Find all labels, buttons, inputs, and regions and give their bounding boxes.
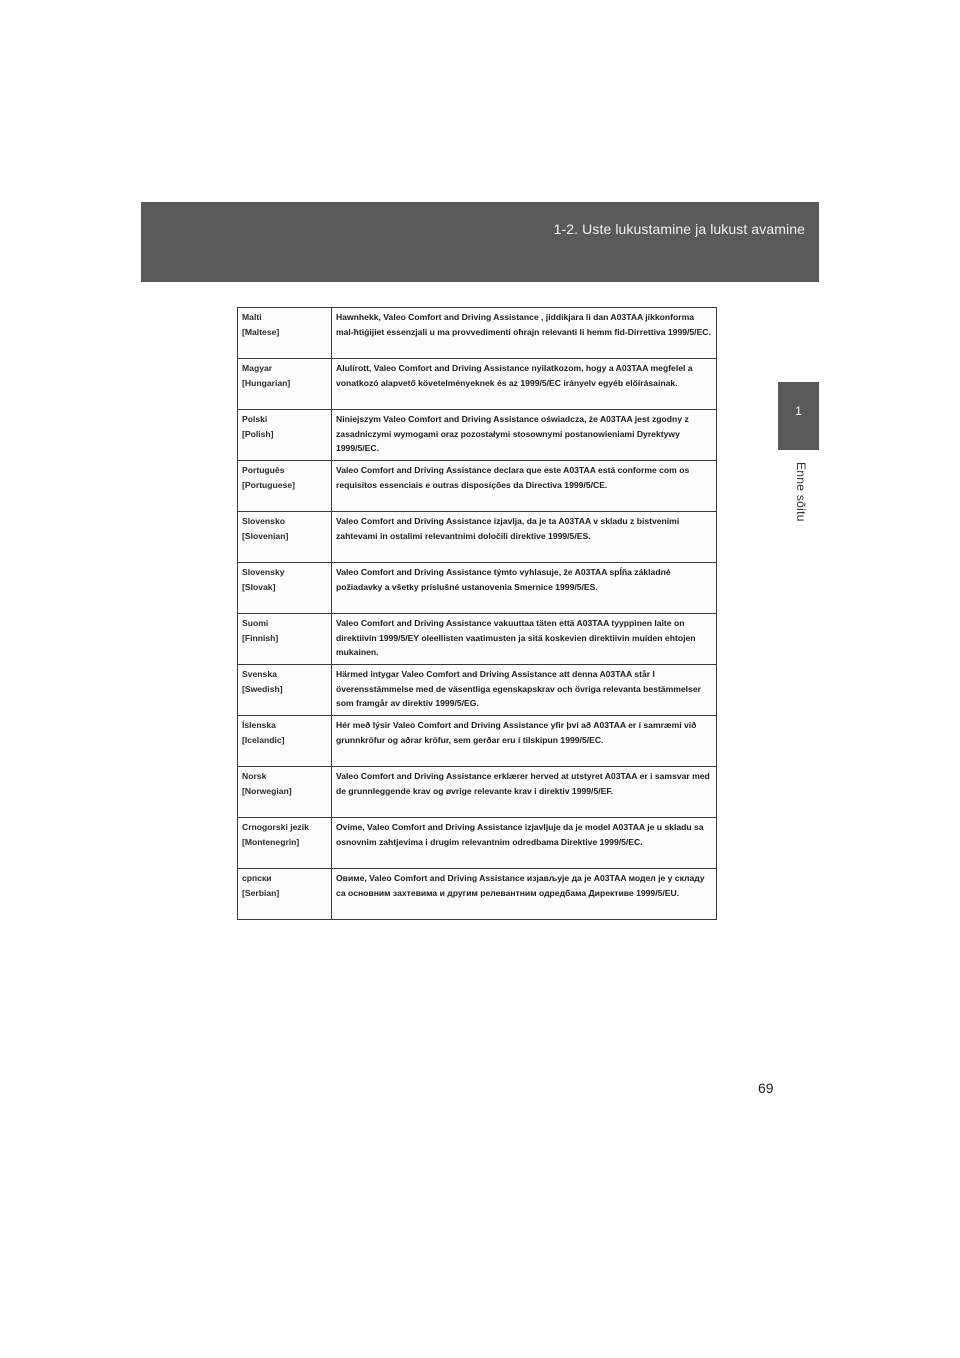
language-name: српски xyxy=(242,873,272,883)
language-name: Português xyxy=(242,465,285,475)
language-cell xyxy=(238,716,332,767)
language-name: Slovensky xyxy=(242,567,285,577)
declaration-row xyxy=(238,869,717,920)
language-name: Slovensko xyxy=(242,516,285,526)
declaration-row xyxy=(238,665,717,716)
chapter-label: Enne sõitu xyxy=(794,462,808,522)
declaration-text: Valeo Comfort and Driving Assistance erklærer herved at utstyret A03TAA er i samsvar med de grunnleggende krav og øvrige relevante krav i direktiv 1999/5/EF. xyxy=(332,767,717,818)
language-english-name: [Polish] xyxy=(242,428,274,439)
language-cell xyxy=(238,869,332,920)
declaration-row xyxy=(238,767,717,818)
declaration-text: Ovime, Valeo Comfort and Driving Assistance izjavljuje da je model A03TAA je u skladu sa osnovnim zahtjevima i drugim relevantnim odredbama Direktive 1999/5/EC. xyxy=(332,818,717,869)
language-english-name: [Serbian] xyxy=(242,887,280,898)
language-cell xyxy=(238,410,332,461)
language-name: Íslenska xyxy=(242,720,276,730)
declaration-row xyxy=(238,461,717,512)
language-name: Magyar xyxy=(242,363,273,373)
chapter-tab xyxy=(778,382,819,450)
declaration-text: Niniejszym Valeo Comfort and Driving Assistance oświadcza, że A03TAA jest zgodny z zasadniczymi wymogami oraz pozostałymi stosownymi postanowieniami Dyrektywy 1999/5/EC. xyxy=(332,410,717,461)
language-english-name: [Icelandic] xyxy=(242,734,285,745)
language-name: Svenska xyxy=(242,669,277,679)
declaration-row xyxy=(238,410,717,461)
section-title: 1-2. Uste lukustamine ja lukust avamine xyxy=(553,221,805,237)
language-english-name: [Montenegrin] xyxy=(242,836,300,847)
declaration-text: Hawnhekk, Valeo Comfort and Driving Assistance , jiddikjara li dan A03TAA jikkonforma mal-ħtiġijiet essenzjali u ma provvedimenti oħrajn relevanti li hemm fid-Dirrettiva 1999/5/EC. xyxy=(332,308,717,359)
declaration-row xyxy=(238,716,717,767)
language-english-name: [Slovenian] xyxy=(242,530,289,541)
declaration-text: Valeo Comfort and Driving Assistance vakuuttaa täten että A03TAA tyyppinen laite on direktiivin 1999/5/EY oleellisten vaatimusten ja sitä koskevien direktiivin muiden ehtojen mukainen. xyxy=(332,614,717,665)
language-english-name: [Swedish] xyxy=(242,683,283,694)
language-english-name: [Maltese] xyxy=(242,326,280,337)
language-name: Suomi xyxy=(242,618,269,628)
declaration-text: Valeo Comfort and Driving Assistance týmto vyhlasuje, že A03TAA spĺňa základné požiadavky a všetky príslušné ustanovenia Smernice 1999/5/ES. xyxy=(332,563,717,614)
language-english-name: [Hungarian] xyxy=(242,377,291,388)
language-name: Malti xyxy=(242,312,262,322)
declaration-table-body xyxy=(238,308,717,920)
language-name: Crnogorski jezik xyxy=(242,822,309,832)
language-name: Polski xyxy=(242,414,268,424)
declaration-row xyxy=(238,308,717,359)
declaration-text: Valeo Comfort and Driving Assistance izjavlja, da je ta A03TAA v skladu z bistvenimi zahtevami in ostalimi relevantnimi določili direktive 1999/5/ES. xyxy=(332,512,717,563)
language-english-name: [Slovak] xyxy=(242,581,276,592)
declaration-text: Hér með lýsir Valeo Comfort and Driving Assistance yfir því að A03TAA er í samræmi við grunnkröfur og aðrar kröfur, sem gerðar eru í tilskipun 1999/5/EC. xyxy=(332,716,717,767)
declaration-text: Овиме, Valeo Comfort and Driving Assistance изјављује да је A03TAA модел је у складу са основним захтевима и другим релевантним одредбама Директиве 1999/5/EU. xyxy=(332,869,717,920)
section-header-band xyxy=(141,202,819,282)
declaration-text: Valeo Comfort and Driving Assistance declara que este A03TAA está conforme com os requisitos essenciais e outras disposições da Directiva 1999/5/CE. xyxy=(332,461,717,512)
language-cell xyxy=(238,512,332,563)
declaration-text: Alulírott, Valeo Comfort and Driving Assistance nyilatkozom, hogy a A03TAA megfelel a vonatkozó alapvető követelményeknek és az 1999/5/EC irányelv egyéb előírásainak. xyxy=(332,359,717,410)
language-cell xyxy=(238,563,332,614)
declaration-row xyxy=(238,359,717,410)
language-cell xyxy=(238,767,332,818)
declaration-row xyxy=(238,563,717,614)
language-cell xyxy=(238,665,332,716)
declaration-row xyxy=(238,614,717,665)
declaration-row xyxy=(238,512,717,563)
language-cell xyxy=(238,818,332,869)
chapter-number: 1 xyxy=(795,404,802,418)
declaration-row xyxy=(238,818,717,869)
language-cell xyxy=(238,614,332,665)
page-number: 69 xyxy=(758,1080,774,1096)
declaration-table xyxy=(237,307,717,920)
language-cell xyxy=(238,359,332,410)
language-english-name: [Norwegian] xyxy=(242,785,292,796)
language-cell xyxy=(238,461,332,512)
language-name: Norsk xyxy=(242,771,267,781)
language-cell xyxy=(238,308,332,359)
language-english-name: [Finnish] xyxy=(242,632,279,643)
declaration-text: Härmed intygar Valeo Comfort and Driving Assistance att denna A03TAA står I överensstämmelse med de väsentliga egenskapskrav och övriga relevanta bestämmelser som framgår av direktiv 1999/5/EG. xyxy=(332,665,717,716)
language-english-name: [Portuguese] xyxy=(242,479,295,490)
